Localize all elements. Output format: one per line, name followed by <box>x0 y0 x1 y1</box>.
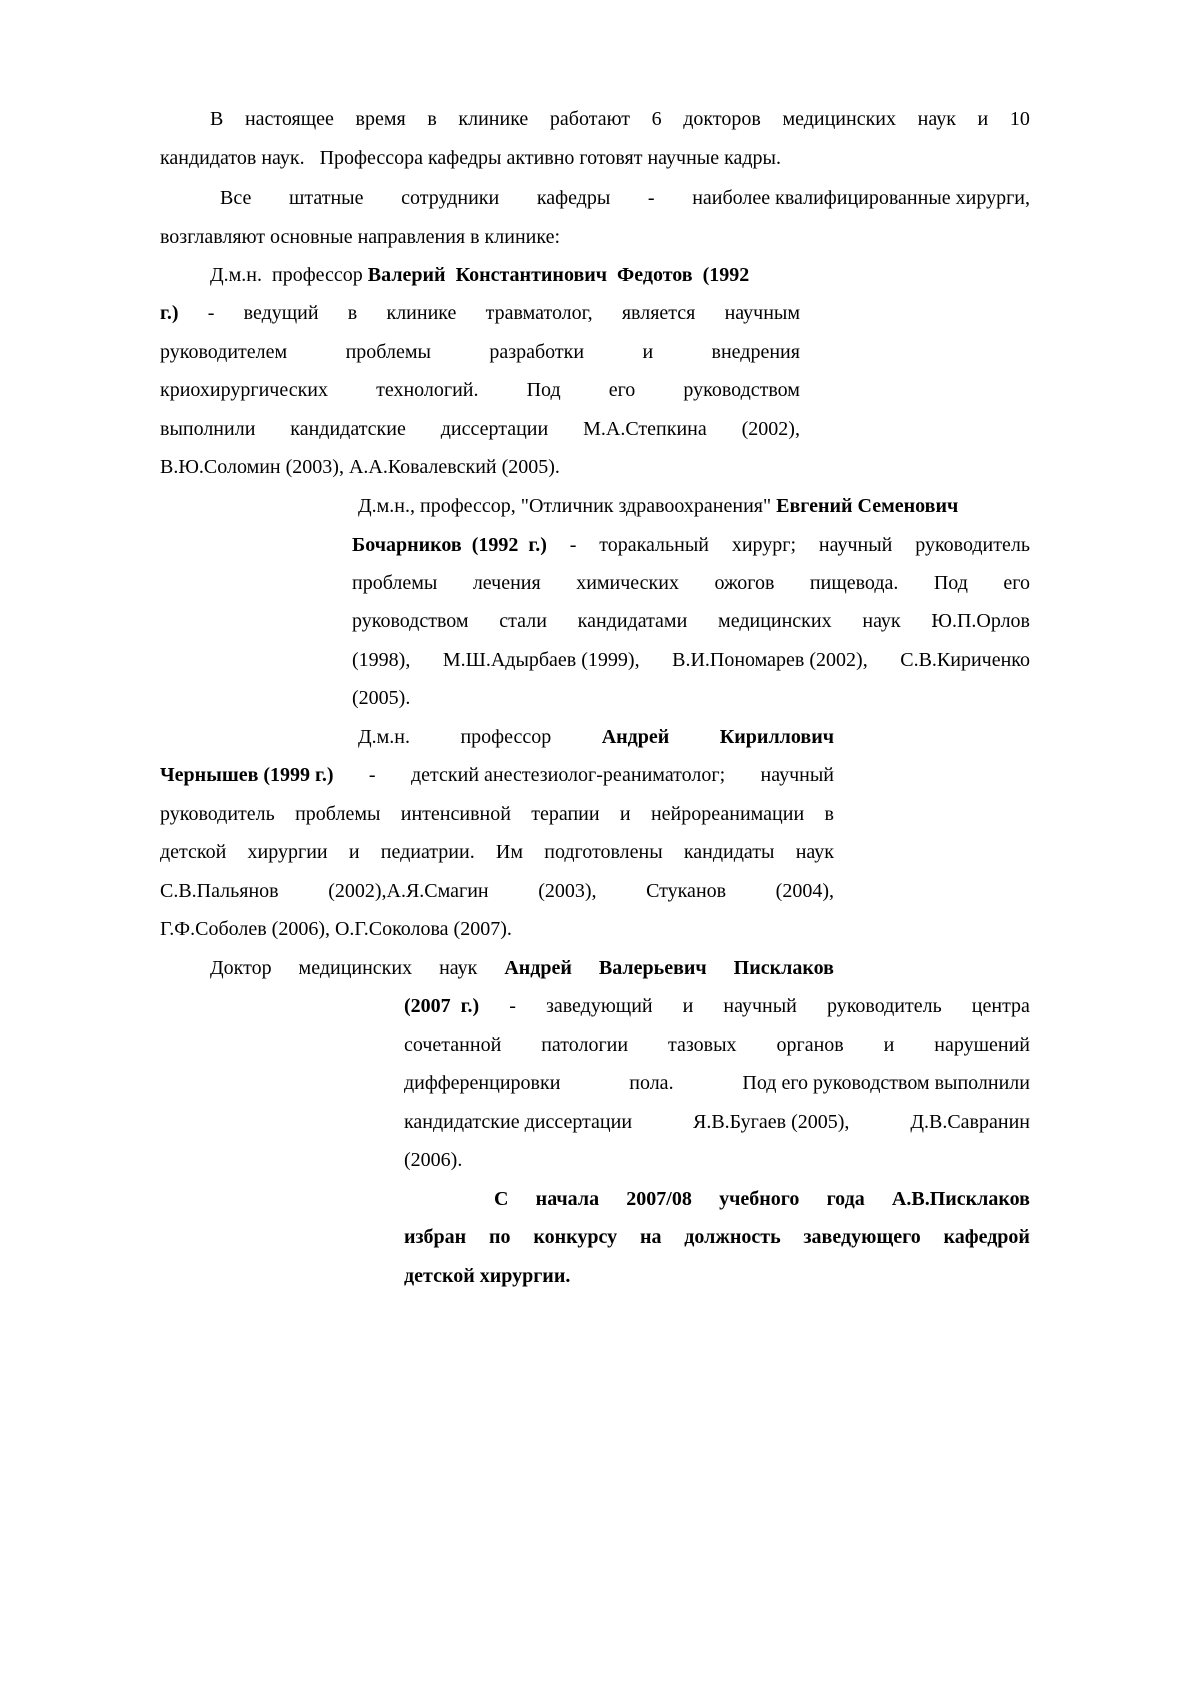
bocharnikov-line-6: (2005). <box>352 687 411 709</box>
word: центра <box>971 995 1030 1017</box>
chernyshev-line-2 <box>160 763 834 787</box>
word: лечения <box>472 572 541 594</box>
bocharnikov-line-5 <box>352 648 1030 672</box>
word: руководитель <box>826 995 942 1017</box>
fedotov-line-5 <box>160 417 800 441</box>
chernyshev-line-6: Г.Ф.Соболев (2006), О.Г.Соколова (2007). <box>160 918 512 940</box>
word: (2004), <box>775 880 834 902</box>
pisklakov-line-5 <box>404 1110 1030 1134</box>
word: наук <box>862 610 901 632</box>
word: и <box>883 1034 895 1056</box>
word: - <box>569 534 577 556</box>
word: время <box>355 108 406 130</box>
word: Писклаков <box>733 957 834 979</box>
word: начала <box>535 1188 600 1210</box>
word: 6 <box>651 108 662 130</box>
word: детской <box>160 841 227 863</box>
word: кандидатские <box>290 418 406 440</box>
word: проблемы <box>352 572 438 594</box>
word: избран <box>404 1226 467 1248</box>
word: хирургии <box>247 841 328 863</box>
word: нарушений <box>934 1034 1030 1056</box>
word: руководством <box>352 610 469 632</box>
word: кафедрой <box>943 1226 1030 1248</box>
word: ожогов <box>714 572 775 594</box>
word: должность <box>684 1226 781 1248</box>
bocharnikov-line-3 <box>352 571 1030 595</box>
word: кандидатские диссертации <box>404 1111 633 1133</box>
word: и <box>348 841 360 863</box>
word: года <box>826 1188 865 1210</box>
closing-line-3: детской хирургии. <box>404 1265 571 1287</box>
word: сотрудники <box>401 187 500 209</box>
word: и <box>977 108 989 130</box>
bocharnikov-line-4 <box>352 609 1030 633</box>
fedotov-line-3 <box>160 340 800 364</box>
word: его <box>608 379 636 401</box>
word: наук <box>795 841 834 863</box>
word: - <box>647 187 655 209</box>
word: хирург; <box>731 534 797 556</box>
word: пищевода. <box>809 572 899 594</box>
word: торакальный <box>599 534 709 556</box>
word: - <box>368 764 376 786</box>
word: докторов <box>683 108 761 130</box>
word: патологии <box>541 1034 629 1056</box>
word: В.И.Пономарев (2002), <box>672 649 868 671</box>
word: выполнили <box>160 418 256 440</box>
pisklakov-year: (2007 г.) <box>404 995 480 1017</box>
word: руководством <box>683 379 800 401</box>
word: химических <box>576 572 679 594</box>
word: кандидатами <box>577 610 688 632</box>
word: подготовлены <box>544 841 663 863</box>
word: дифференцировки <box>404 1072 561 1094</box>
word: профессор <box>460 726 552 748</box>
word: (2003), <box>538 880 597 902</box>
word: Им <box>495 841 524 863</box>
word: - <box>509 995 516 1017</box>
word: Под его руководством выполнили <box>742 1072 1030 1094</box>
bocharnikov-title: Д.м.н., профессор, "Отличник здравоохранения" <box>358 495 777 517</box>
word: штатные <box>288 187 364 209</box>
chernyshev-surname: Чернышев (1999 г.) <box>160 764 334 786</box>
word: и <box>682 995 694 1017</box>
chernyshev-line-3 <box>160 802 834 826</box>
fedotov-name: Валерий Константинович Федотов (1992 <box>367 264 750 286</box>
staff-line-1 <box>220 186 1030 210</box>
word: медицинских <box>718 610 832 632</box>
word: медицинских <box>298 957 413 979</box>
closing-line-1 <box>494 1187 1030 1211</box>
word: нейрореанимации <box>650 803 805 825</box>
word: руководитель <box>915 534 1030 556</box>
word: на <box>639 1226 662 1248</box>
pisklakov-line-6: (2006). <box>404 1149 463 1171</box>
word: стали <box>499 610 547 632</box>
word: Валерьевич <box>598 957 707 979</box>
word: педиатрии. <box>380 841 475 863</box>
fedotov-line-6: В.Ю.Соломин (2003), А.А.Ковалевский (2005). <box>160 456 560 478</box>
word: является <box>621 302 696 324</box>
word: научный <box>760 764 834 786</box>
word: Под <box>526 379 561 401</box>
word: медицинских <box>782 108 896 130</box>
intro-line-1 <box>210 107 1030 131</box>
word: Андрей <box>504 957 572 979</box>
word: заведующего <box>803 1226 921 1248</box>
word: Я.В.Бугаев (2005), <box>693 1111 850 1133</box>
chernyshev-line-4 <box>160 840 834 864</box>
word: - <box>207 302 215 324</box>
word: ведущий <box>243 302 319 324</box>
word: научный <box>723 995 797 1017</box>
word: травматолог, <box>485 302 593 324</box>
chernyshev-line-5 <box>160 879 834 903</box>
word: учебного <box>719 1188 800 1210</box>
word: по <box>489 1226 511 1248</box>
word: кафедры <box>536 187 611 209</box>
word: криохирургических <box>160 379 328 401</box>
word: работают <box>549 108 630 130</box>
word: Стуканов <box>646 880 727 902</box>
word: 10 <box>1009 108 1030 130</box>
word: научным <box>724 302 800 324</box>
fedotov-year-end: г.) <box>160 302 179 324</box>
bocharnikov-surname: Бочарников (1992 г.) <box>352 534 547 556</box>
word: проблемы <box>295 803 381 825</box>
word: в <box>824 803 834 825</box>
word: руководителем <box>160 341 288 363</box>
word: технологий. <box>376 379 479 401</box>
word: Доктор <box>210 957 272 979</box>
word: в <box>347 302 358 324</box>
bocharnikov-name: Евгений Семенович <box>776 495 959 517</box>
word: внедрения <box>711 341 800 363</box>
word: 2007/08 <box>626 1188 692 1210</box>
word: А.В.Писклаков <box>891 1188 1030 1210</box>
word: тазовых <box>668 1034 737 1056</box>
word: диссертации <box>440 418 549 440</box>
fedotov-line-1 <box>210 263 749 287</box>
word: М.Ш.Адырбаев (1999), <box>442 649 640 671</box>
word: руководитель <box>160 803 275 825</box>
word: в <box>427 108 437 130</box>
fedotov-line-2 <box>160 301 800 325</box>
word: Кириллович <box>719 726 834 748</box>
word: (1998), <box>352 649 411 671</box>
word: сочетанной <box>404 1034 502 1056</box>
word: органов <box>776 1034 844 1056</box>
intro-line-2: кандидатов наук. Профессора кафедры активно готовят научные кадры. <box>160 147 781 169</box>
fedotov-title: Д.м.н. профессор <box>210 264 368 286</box>
pisklakov-line-2 <box>404 994 1030 1018</box>
word: клинике <box>458 108 529 130</box>
pisklakov-line-1 <box>210 956 834 980</box>
bocharnikov-line-1 <box>358 494 958 518</box>
word: пола. <box>629 1072 674 1094</box>
word: Под <box>933 572 968 594</box>
word: научный <box>818 534 893 556</box>
staff-line-2: возглавляют основные направления в клинике: <box>160 226 561 248</box>
pisklakov-line-4 <box>404 1071 1030 1095</box>
word: М.А.Степкина <box>583 418 707 440</box>
bocharnikov-line-2 <box>352 533 1030 557</box>
word: наук <box>439 957 478 979</box>
word: клинике <box>386 302 457 324</box>
word: разработки <box>489 341 585 363</box>
word: Все <box>220 187 252 209</box>
word: Д.В.Савранин <box>910 1111 1030 1133</box>
word: Д.м.н. <box>358 726 411 748</box>
word: терапии <box>531 803 600 825</box>
word: и <box>642 341 654 363</box>
word: заведующий <box>545 995 653 1017</box>
word: его <box>1003 572 1030 594</box>
word: конкурсу <box>533 1226 618 1248</box>
word: кандидаты <box>683 841 775 863</box>
word: С.В.Кириченко <box>900 649 1030 671</box>
word: (2002),А.Я.Смагин <box>328 880 489 902</box>
fedotov-line-4 <box>160 378 800 402</box>
word: В <box>210 108 224 130</box>
word: и <box>619 803 631 825</box>
word: Андрей <box>601 726 670 748</box>
word: наук <box>917 108 956 130</box>
word: настоящее <box>244 108 334 130</box>
word: проблемы <box>345 341 431 363</box>
chernyshev-line-1 <box>358 725 834 749</box>
pisklakov-line-3 <box>404 1033 1030 1057</box>
word: наиболее квалифицированные хирурги, <box>692 187 1030 209</box>
word: Ю.П.Орлов <box>931 610 1030 632</box>
word: (2002), <box>741 418 800 440</box>
word: С.В.Пальянов <box>160 880 279 902</box>
closing-line-2 <box>404 1225 1030 1249</box>
word: интенсивной <box>400 803 511 825</box>
word: С <box>494 1188 509 1210</box>
word: детский анестезиолог-реаниматолог; <box>410 764 726 786</box>
